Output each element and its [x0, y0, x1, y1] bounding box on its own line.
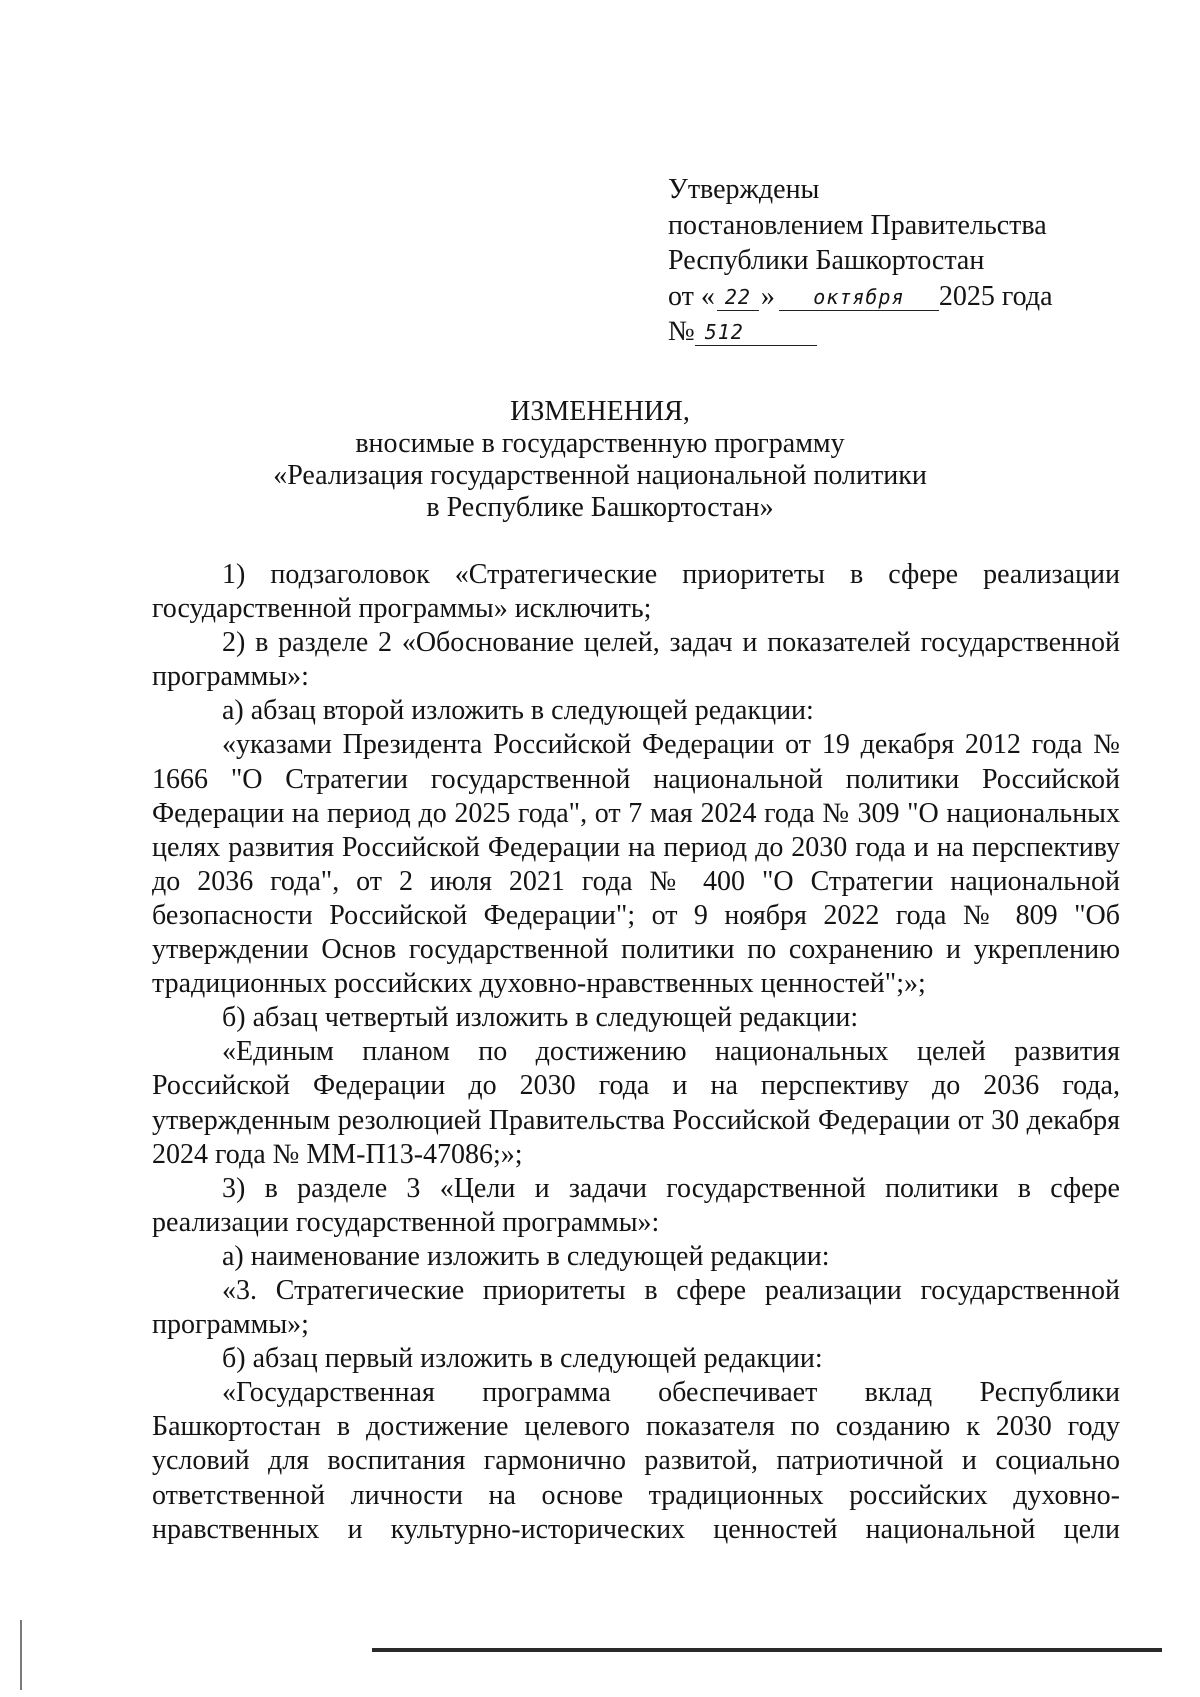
date-month: октября: [779, 284, 939, 311]
paragraph-4: «указами Президента Российской Федерации от 19 декабря 2012 года № 1666 "О Стратегии государственной национальной политики Российской Федерации на период до 2025 года", от 7 мая 2024 года № 309 "О национальных целях развития Российской Федерации на период до 2030 года и на перспективу до 2036 года", от 2 июля 2021 года № 400 "О Стратегии национальной безопасности Российской Федерации"; от 9 ноября 2022 года № 809 "Об утверждении Основ государственной политики по сохранению и укреплению традиционных российских духовно-нравственных ценностей";»;: [152, 729, 1120, 1000]
paragraph-11: «Государственная программа обеспечивает вклад Республики Башкортостан в достижение целевого показателя по созданию к 2030 году условий для воспитания гармонично развитой, патриотичной и социально ответственной личности на основе традиционных российских духовно-нравственных и культурно-исторических ценностей национальной цели: [152, 1377, 1120, 1545]
approval-line-republic: Республики Башкортостан: [668, 245, 985, 276]
document-body: [152, 558, 1120, 1547]
paragraph-10: б) абзац первый изложить в следующей редакции:: [222, 1343, 823, 1375]
paragraph-8: а) наименование изложить в следующей редакции:: [222, 1240, 830, 1272]
paragraph-5: б) абзац четвертый изложить в следующей редакции:: [222, 1002, 859, 1034]
scan-edge-line: [372, 1648, 1162, 1652]
approval-number-line: [668, 314, 1053, 350]
paragraph-7: 3) в разделе 3 «Цели и задачи государственной политики в сфере реализации государственной программы»:: [152, 1172, 1120, 1238]
date-year: 2025 года: [938, 280, 1053, 312]
paragraph-6: «Единым планом по достижению национальных целей развития Российской Федерации до 2030 года и на перспективу до 2036 года, утвержденным резолюцией Правительства Российской Федерации от 30 декабря 2024 года № ММ-П13-47086;»;: [152, 1036, 1120, 1170]
date-day: 22: [717, 284, 759, 311]
date-prefix: от «: [668, 280, 715, 312]
scan-margin-mark: [20, 1620, 22, 1690]
title-subline-1: вносимые в государственную программу: [355, 428, 845, 459]
title-subline-3: в Республике Башкортостан»: [426, 492, 774, 523]
date-mid: »: [760, 280, 775, 312]
paragraph-9: «3. Стратегические приоритеты в сфере реализации государственной программы»;: [152, 1274, 1120, 1341]
document-number: 512: [695, 319, 817, 346]
approval-date-line: [668, 279, 1053, 315]
paragraph-2: 2) в разделе 2 «Обоснование целей, задач и показателей государственной программы»:: [152, 627, 1120, 693]
approval-line-resolution: постановлением Правительства: [668, 209, 1047, 241]
title-subline-2: «Реализация государственной национальной политики: [273, 460, 927, 491]
title-heading: ИЗМЕНЕНИЯ,: [510, 396, 690, 427]
paragraph-3: а) абзац второй изложить в следующей редакции:: [222, 695, 814, 727]
document-title: [0, 396, 1200, 524]
approval-stamp: [668, 172, 1053, 350]
paragraph-1: 1) подзаголовок «Стратегические приоритеты в сфере реализации государственной программы» исключить;: [152, 559, 1120, 625]
approval-line-approved: Утверждены: [668, 174, 820, 205]
number-prefix: №: [668, 316, 695, 347]
